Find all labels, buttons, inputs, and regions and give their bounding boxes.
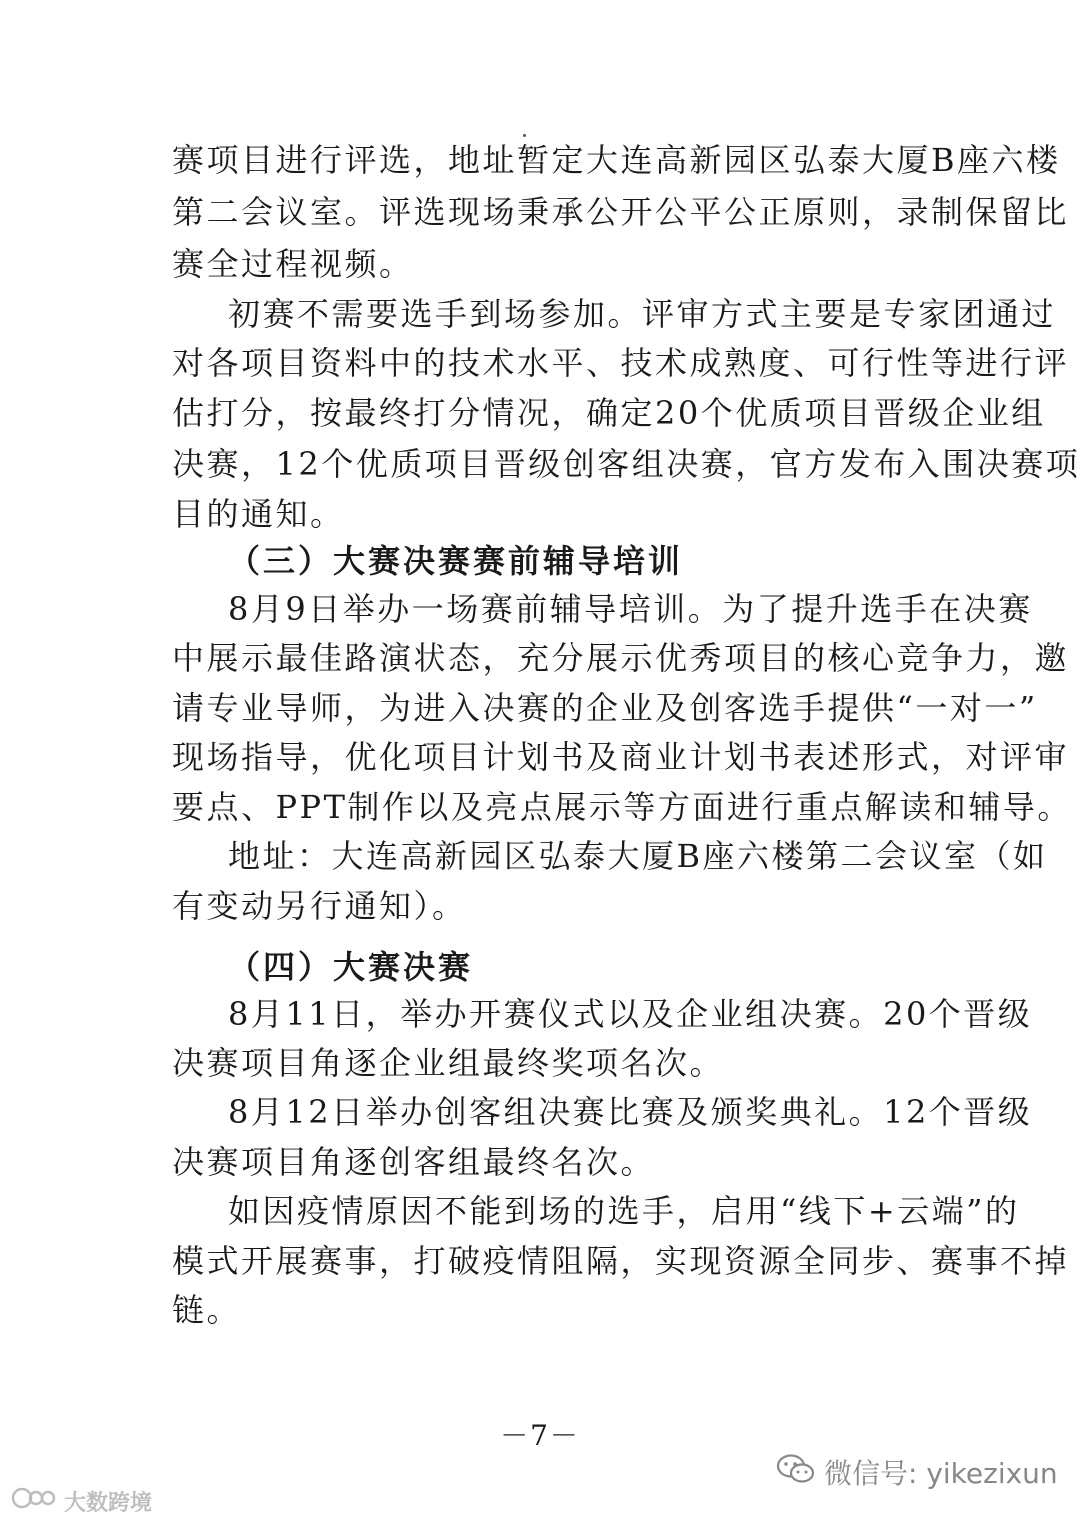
body-line: 如因疫情原因不能到场的选手，启用“线下+云端”的 [228,1192,1020,1230]
brand-label: 大数跨境 [64,1490,153,1516]
body-line: 地址：大连高新园区弘泰大厦B座六楼第二会议室（如 [228,837,1048,875]
wechat-label: 微信号: yikezixun [824,1457,1058,1490]
body-line: 8月12日举办创客组决赛比赛及颁奖典礼。12个晋级 [228,1093,1033,1131]
body-line: 估打分，按最终打分情况，确定20个优质项目晋级企业组 [172,394,1046,432]
body-line: 决赛，12个优质项目晋级创客组决赛，官方发布入围决赛项 [172,445,1080,483]
body-line: 请专业导师，为进入决赛的企业及创客选手提供“一对一” [172,689,1038,727]
body-line: 链。 [172,1291,242,1329]
body-line: 有变动另行通知）。 [172,887,467,925]
body-line: 决赛项目角逐企业组最终奖项名次。 [172,1044,725,1082]
body-line: 赛全过程视频。 [172,245,414,283]
body-line: 8月11日，举办开赛仪式以及企业组决赛。20个晋级 [228,995,1033,1033]
body-line: 第二会议室。评选现场秉承公开公平公正原则，录制保留比 [172,193,1070,231]
scan-speck [523,134,526,137]
body-line: 初赛不需要选手到场参加。评审方式主要是专家团通过 [228,295,1057,333]
wechat-watermark [776,1452,1058,1492]
body-line: 要点、PPT制作以及亮点展示等方面进行重点解读和辅导。 [172,788,1072,826]
body-line: 8月9日举办一场赛前辅导培训。为了提升选手在决赛 [228,590,1033,628]
wechat-icon [776,1453,816,1492]
body-line: 对各项目资料中的技术水平、技术成熟度、可行性等进行评 [172,344,1070,382]
section-heading-3: （三）大赛决赛赛前辅导培训 [228,542,684,580]
body-line: 目的通知。 [172,495,345,533]
body-line: 决赛项目角逐创客组最终名次。 [172,1143,656,1181]
page-number: －7－ [500,1419,580,1452]
body-line: 赛项目进行评选，地址暂定大连高新园区弘泰大厦B座六楼 [172,141,1061,179]
body-line: 模式开展赛事，打破疫情阻隔，实现资源全同步、赛事不掉 [172,1242,1070,1280]
body-line: 现场指导，优化项目计划书及商业计划书表述形式，对评审 [172,738,1070,776]
brand-logo-icon [10,1484,58,1518]
section-heading-4: （四）大赛决赛 [228,948,474,986]
brand-watermark [10,1484,152,1518]
body-line: 中展示最佳路演状态，充分展示优秀项目的核心竞争力，邀 [172,639,1070,677]
